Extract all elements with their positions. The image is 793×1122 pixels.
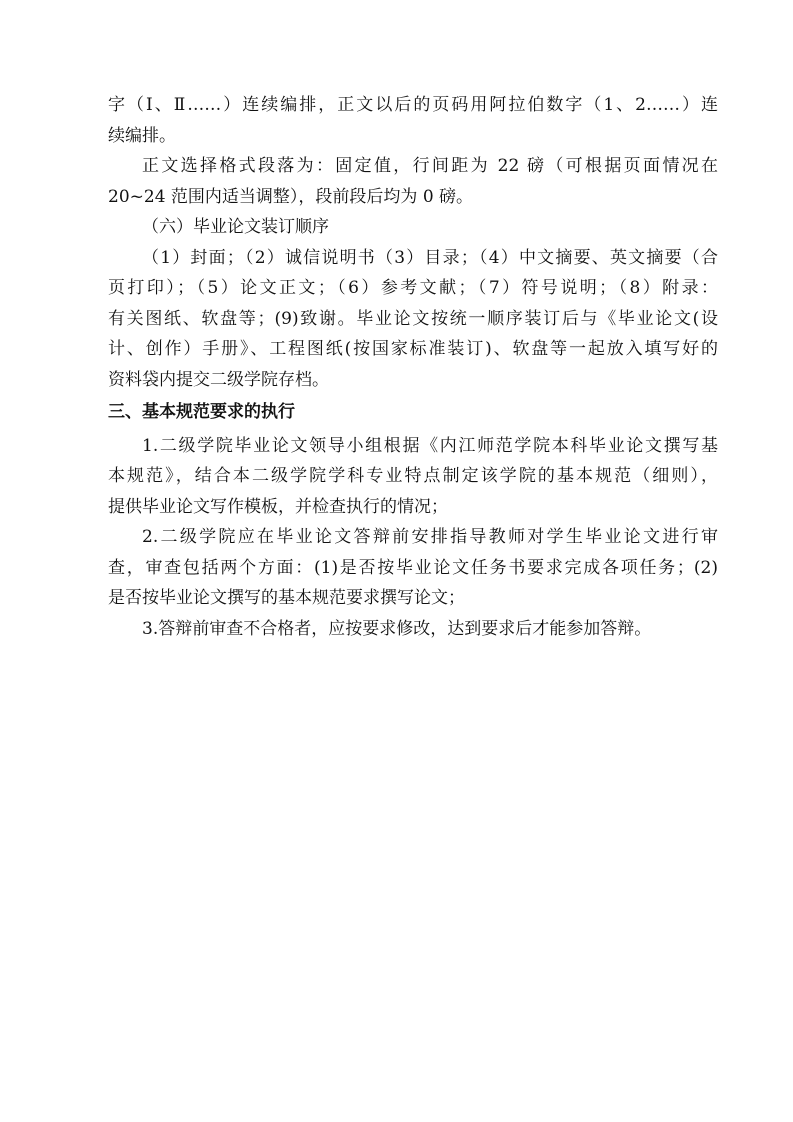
section-heading: 三、基本规范要求的执行: [108, 402, 295, 422]
paragraph-page-numbering: [108, 90, 718, 151]
text-line: 是否按毕业论文撰写的基本规范要求撰写论文；: [108, 588, 465, 608]
text-line: 20~24 范围内适当调整），段前段后均为 0 磅。: [108, 186, 474, 207]
paragraph-line-spacing: [108, 151, 718, 212]
text-line: （1）封面；（2）诚信说明书（3）目录；（4）中文摘要、英文摘要（合: [142, 247, 718, 268]
paragraph-item-3: [108, 614, 718, 645]
text-line: 3.答辩前审查不合格者，应按要求修改，达到要求后才能参加答辩。: [142, 618, 652, 639]
text-line: 有关图纸、软盘等；(9)致谢。毕业论文按统一顺序装订后与《毕业论文(设: [108, 308, 718, 329]
text-line: 查，审查包括两个方面：(1)是否按毕业论文任务书要求完成各项任务；(2): [108, 557, 718, 578]
paragraph-item-2: [108, 522, 718, 614]
text-line: 续编排。: [108, 125, 176, 146]
paragraph-binding-order: [108, 243, 718, 396]
text-line: 计、创作）手册》、工程图纸(按国家标准装订)、软盘等一起放入填写好的: [108, 339, 718, 359]
text-line: 资料袋内提交二级学院存档。: [108, 369, 329, 390]
paragraph-item-1: [108, 431, 718, 523]
text-line: 提供毕业论文写作模板，并检查执行的情况；: [108, 496, 448, 517]
text-line: 正文选择格式段落为：固定值，行间距为 22 磅（可根据页面情况在: [142, 156, 718, 176]
text-line: 1.二级学院毕业论文领导小组根据《内江师范学院本科毕业论文撰写基: [142, 435, 718, 456]
text-line: 本规范》，结合本二级学院学科专业特点制定该学院的基本规范（细则），: [108, 466, 718, 486]
subheading-binding-order: （六）毕业论文装订顺序: [142, 217, 329, 237]
text-line: 2.二级学院应在毕业论文答辩前安排指导教师对学生毕业论文进行审: [142, 527, 718, 547]
text-line: 页打印）；（5）论文正文；（6）参考文献；（7）符号说明；（8）附录：: [108, 278, 718, 298]
document-body: [108, 90, 718, 644]
text-line: 字（Ⅰ、Ⅱ……）连续编排，正文以后的页码用阿拉伯数字（1、2……）连: [108, 95, 718, 115]
